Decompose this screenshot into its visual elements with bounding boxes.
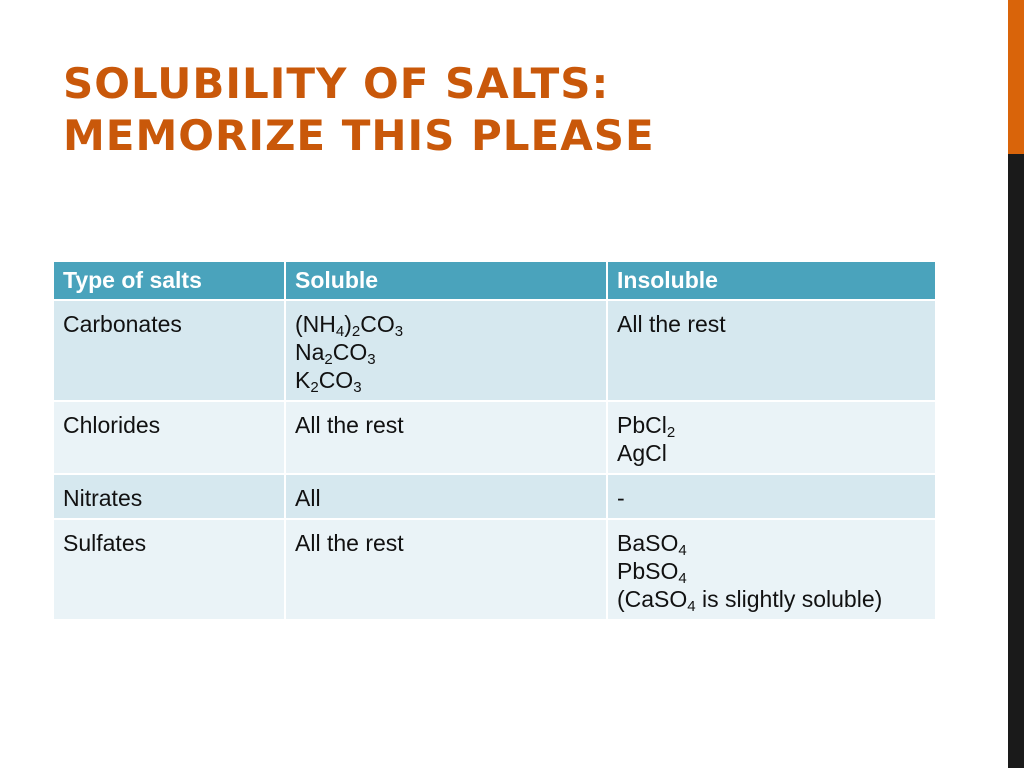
cell-insoluble	[608, 402, 935, 473]
cell-line	[617, 585, 926, 613]
subscript: 3	[353, 379, 362, 396]
cell-line	[617, 529, 926, 557]
cell-text: All the rest	[295, 412, 404, 438]
column-header-insoluble: Insoluble	[608, 262, 935, 299]
accent-sidebar-dark	[1008, 154, 1024, 768]
cell-text: CO	[332, 339, 368, 365]
cell-line	[617, 484, 926, 512]
subscript: 4	[678, 542, 687, 559]
slide-title	[63, 58, 983, 162]
cell-text: All the rest	[617, 311, 726, 337]
table-body	[54, 301, 935, 619]
solubility-table	[52, 260, 937, 621]
cell-text: -	[617, 485, 625, 511]
cell-line	[295, 338, 597, 366]
cell-salt-type: Nitrates	[54, 475, 284, 518]
cell-line	[295, 366, 597, 394]
subscript: 4	[335, 323, 345, 340]
table-row	[54, 475, 935, 518]
cell-text: Na	[295, 339, 325, 365]
column-header-type: Type of salts	[54, 262, 284, 299]
cell-text: K	[295, 367, 311, 393]
cell-line	[295, 310, 597, 338]
slide-title-line-2: MEMORIZE THIS PLEASE	[63, 111, 655, 160]
cell-insoluble	[608, 475, 935, 518]
subscript: 4	[687, 598, 696, 615]
subscript: 2	[310, 379, 319, 396]
cell-text: BaSO	[617, 530, 679, 556]
cell-text: AgCl	[617, 440, 667, 466]
cell-insoluble	[608, 520, 935, 619]
cell-text: CO	[318, 367, 354, 393]
table-row	[54, 402, 935, 473]
cell-text: (NH	[295, 311, 336, 337]
subscript: 4	[678, 570, 687, 587]
cell-salt-type: Chlorides	[54, 402, 284, 473]
cell-text: (CaSO	[617, 586, 688, 612]
cell-soluble	[286, 475, 606, 518]
cell-line	[617, 411, 926, 439]
subscript: 2	[324, 351, 333, 368]
subscript: 3	[394, 323, 404, 340]
slide-title-line-1: SOLUBILITY OF SALTS:	[63, 59, 610, 108]
accent-sidebar	[1008, 0, 1024, 768]
cell-salt-type: Sulfates	[54, 520, 284, 619]
cell-text: All the rest	[295, 530, 404, 556]
cell-text: is slightly soluble)	[695, 586, 883, 612]
table-row	[54, 301, 935, 400]
subscript: 3	[367, 351, 376, 368]
cell-line	[295, 529, 597, 557]
cell-line	[617, 439, 926, 467]
subscript: 2	[666, 424, 676, 441]
cell-soluble	[286, 520, 606, 619]
column-header-soluble: Soluble	[286, 262, 606, 299]
cell-text: PbCl	[617, 412, 667, 438]
table-header-row	[54, 262, 935, 299]
cell-text: All	[295, 485, 321, 511]
cell-line	[295, 411, 597, 439]
table-row	[54, 520, 935, 619]
cell-insoluble	[608, 301, 935, 400]
cell-text: )	[344, 311, 352, 337]
cell-line	[617, 557, 926, 585]
cell-text: PbSO	[617, 558, 679, 584]
subscript: 2	[351, 323, 361, 340]
accent-sidebar-orange	[1008, 0, 1024, 154]
cell-text: CO	[360, 311, 395, 337]
cell-line	[617, 310, 926, 338]
cell-soluble	[286, 301, 606, 400]
cell-soluble	[286, 402, 606, 473]
cell-line	[295, 484, 597, 512]
cell-salt-type: Carbonates	[54, 301, 284, 400]
